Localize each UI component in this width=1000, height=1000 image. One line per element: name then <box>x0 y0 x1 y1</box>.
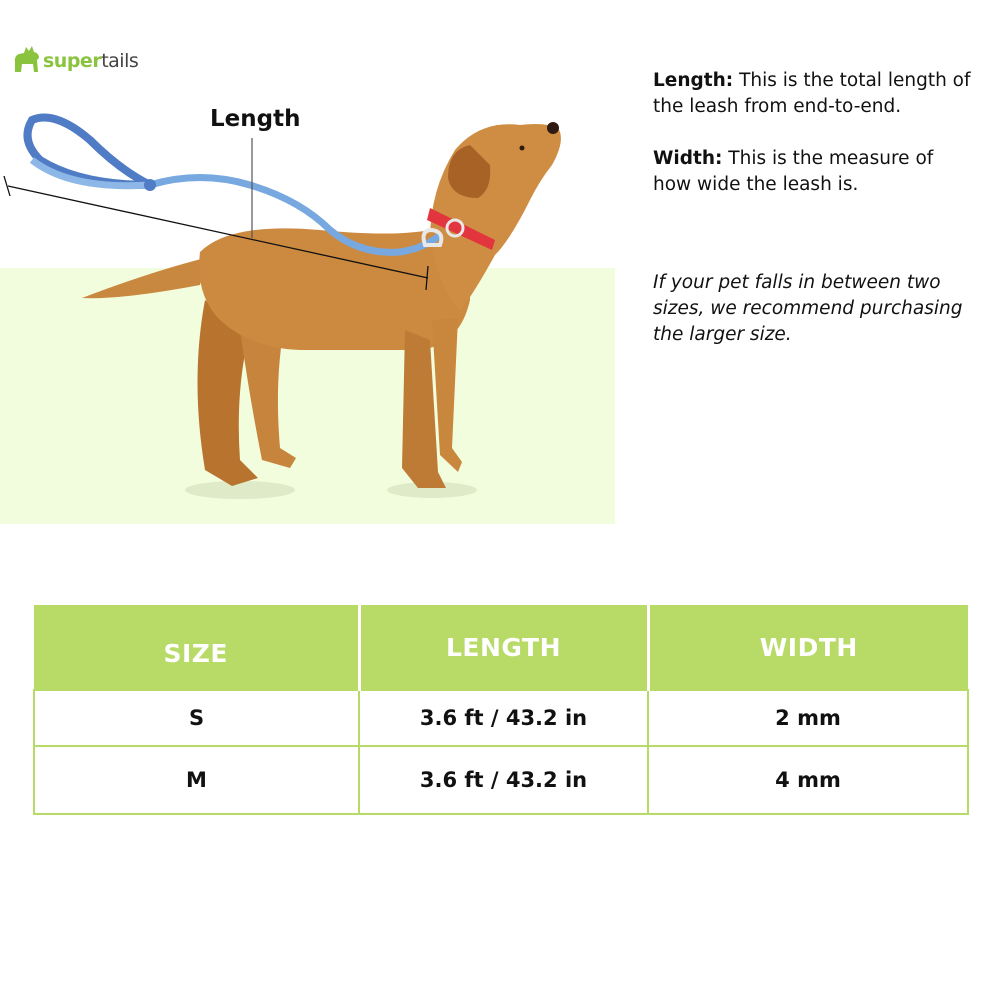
width-definition <box>653 146 973 198</box>
table-row <box>34 746 968 814</box>
table-header-row <box>34 605 968 690</box>
width-text: This is the measure of how wide the leash is. <box>653 148 934 195</box>
length-cell: 3.6 ft / 43.2 in <box>359 746 648 814</box>
width-term: Width: <box>653 148 723 169</box>
table-row <box>34 690 968 746</box>
size-chart-table <box>33 605 969 815</box>
width-cell: 4 mm <box>648 746 968 814</box>
length-text: This is the total length of the leash from end-to-end. <box>653 70 971 117</box>
length-term: Length: <box>653 70 734 91</box>
table-divider-tick <box>358 803 360 813</box>
logo-text-tails: tails <box>101 50 139 72</box>
column-header-size: SIZE <box>34 605 359 690</box>
definitions-block <box>653 68 973 198</box>
sizing-note: If your pet falls in between two sizes, we recommend purchasing the larger size. <box>653 272 963 345</box>
length-diagram-label: Length <box>210 106 301 132</box>
length-definition <box>653 68 973 120</box>
size-cell: M <box>34 746 359 814</box>
logo-text-super: super <box>43 50 102 72</box>
length-cell: 3.6 ft / 43.2 in <box>359 690 648 746</box>
dog-logo-icon <box>12 42 42 74</box>
dog-with-leash-illustration <box>0 90 620 530</box>
size-cell: S <box>34 690 359 746</box>
column-header-width: WIDTH <box>648 605 968 690</box>
column-header-length: LENGTH <box>359 605 648 690</box>
width-cell: 2 mm <box>648 690 968 746</box>
brand-logo <box>12 42 138 74</box>
